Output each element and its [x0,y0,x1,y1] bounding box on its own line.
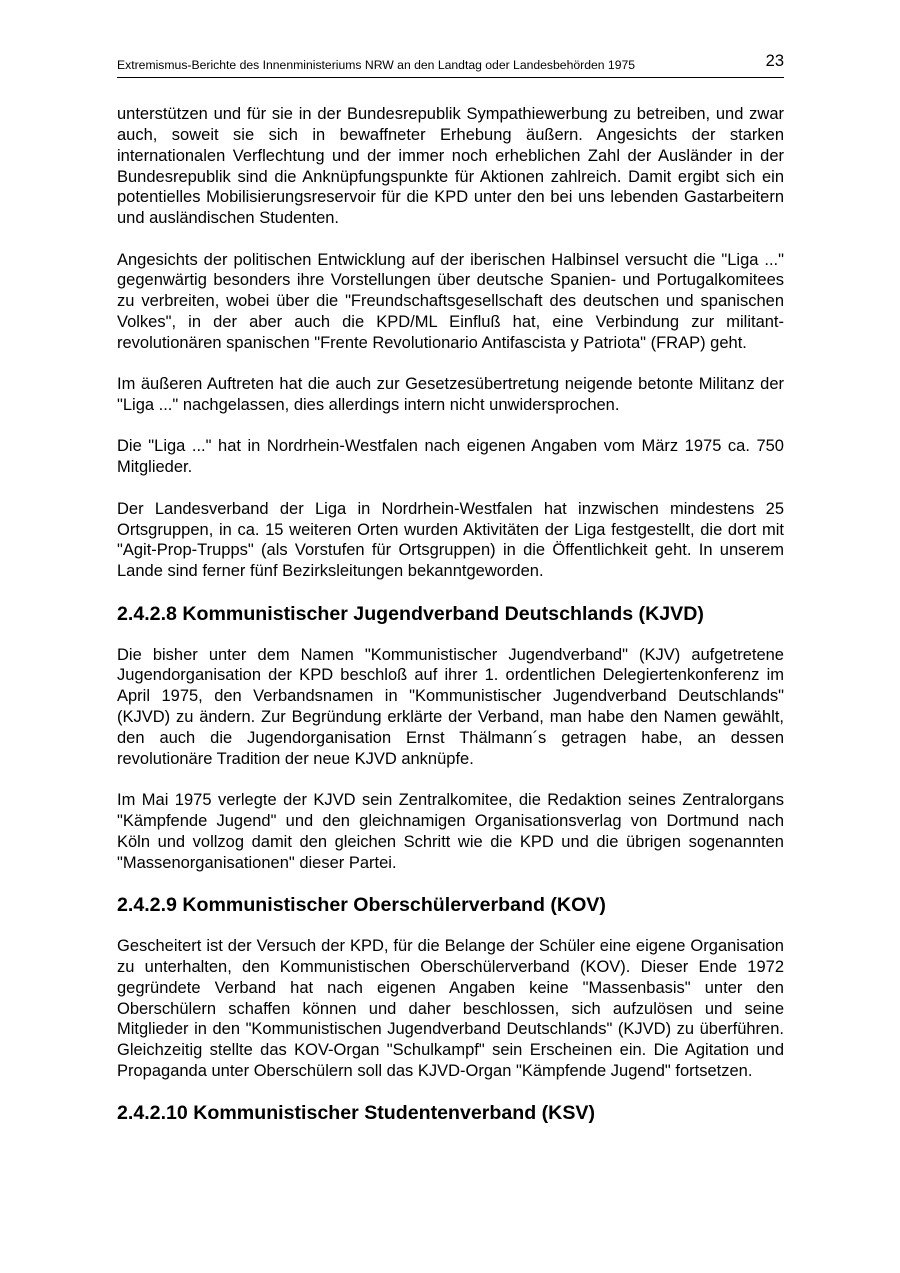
page-body [117,104,784,1144]
paragraph: Gescheitert ist der Versuch der KPD, für die Belange der Schüler eine eigene Organisation zu unterhalten, den Kommunistischen Oberschülerverband (KOV). Dieser Ende 1972 gegründete Verband hat nach eigenen Angaben keine "Massenbasis" unter den Oberschülern schaffen können und daher beschlossen, sich aufzulösen und seine Mitglieder in den "Kommunistischen Jugendverband Deutschlands" (KJVD) zu überführen. Gleichzeitig stellte das KOV-Organ "Schulkampf" sein Erscheinen ein. Die Agitation und Propaganda unter Oberschülern soll das KJVD-Organ "Kämpfende Jugend" fortsetzen. [117,936,784,1081]
paragraph: Die "Liga ..." hat in Nordrhein-Westfalen nach eigenen Angaben vom März 1975 ca. 750 Mitglieder. [117,437,784,477]
section-heading-kov: 2.4.2.9 Kommunistischer Oberschülerverband (KOV) [117,893,606,916]
paragraph: unterstützen und für sie in der Bundesrepublik Sympathiewerbung zu betreiben, und zwar auch, soweit sie sich in bewaffneter Erhebung äußern. Angesichts der starken internationalen Verflechtung und der immer noch erheblichen Zahl der Ausländer in der Bundesrepublik sind die Anknüpfungspunkte für Aktionen zahlreich. Damit ergibt sich ein potentielles Mobilisierungsreservoir für die KPD unter den bei uns lebenden Gastarbeitern und ausländischen Studenten. [117,105,784,228]
section-heading-ksv: 2.4.2.10 Kommunistischer Studentenverband (KSV) [117,1102,595,1125]
section-heading-kjvd: 2.4.2.8 Kommunistischer Jugendverband Deutschlands (KJVD) [117,602,704,625]
paragraph: Die bisher unter dem Namen "Kommunistischer Jugendverband" (KJV) aufgetretene Jugendorganisation der KPD beschloß auf ihrer 1. ordentlichen Delegiertenkonferenz im April 1975, den Verbandsnamen in "Kommunistischer Jugendverband Deutschlands" (KJVD) zu ändern. Zur Begründung erklärte der Verband, man habe den Namen gewählt, den auch die Jugendorganisation Ernst Thälmann´s getragen habe, an dessen revolutionäre Tradition der neue KJVD anknüpfe. [117,645,784,768]
paragraph: Im äußeren Auftreten hat die auch zur Gesetzesübertretung neigende betonte Militanz der "Liga ..." nachgelassen, dies allerdings intern nicht unwidersprochen. [117,375,784,415]
paragraph: Im Mai 1975 verlegte der KJVD sein Zentralkomitee, die Redaktion seines Zentralorgans "Kämpfende Jugend" und den gleichnamigen Organisationsverlag von Dortmund nach Köln und vollzog damit den gleichen Schritt wie die KPD und die übrigen sogenannten "Massenorganisationen" dieser Partei. [117,791,784,872]
paragraph: Angesichts der politischen Entwicklung auf der iberischen Halbinsel versucht die "Liga ..." gegenwärtig besonders ihre Vorstellungen über deutsche Spanien- und Portugalkomitees zu verbreiten, wobei über die "Freundschaftsgesellschaft des deutschen und spanischen Volkes", in der aber auch die KPD/ML Einfluß hat, eine Verbindung zur militant-revolutionären spanischen "Frente Revolutionario Antifascista y Patriota" (FRAP) geht. [117,250,784,352]
paragraph: Der Landesverband der Liga in Nordrhein-Westfalen hat inzwischen mindestens 25 Ortsgruppen, in ca. 15 weiteren Orten wurden Aktivitäten der Liga festgestellt, die dort mit "Agit-Prop-Trupps" (als Vorstufen für Ortsgruppen) in die Öffentlichkeit geht. In unserem Lande sind ferner fünf Bezirksleitungen bekanntgeworden. [117,499,784,581]
page-number: 23 [765,52,784,70]
header-title: Extremismus-Berichte des Innenministeriums NRW an den Landtag oder Landesbehörden 1975 [117,58,636,72]
running-header [117,53,784,78]
